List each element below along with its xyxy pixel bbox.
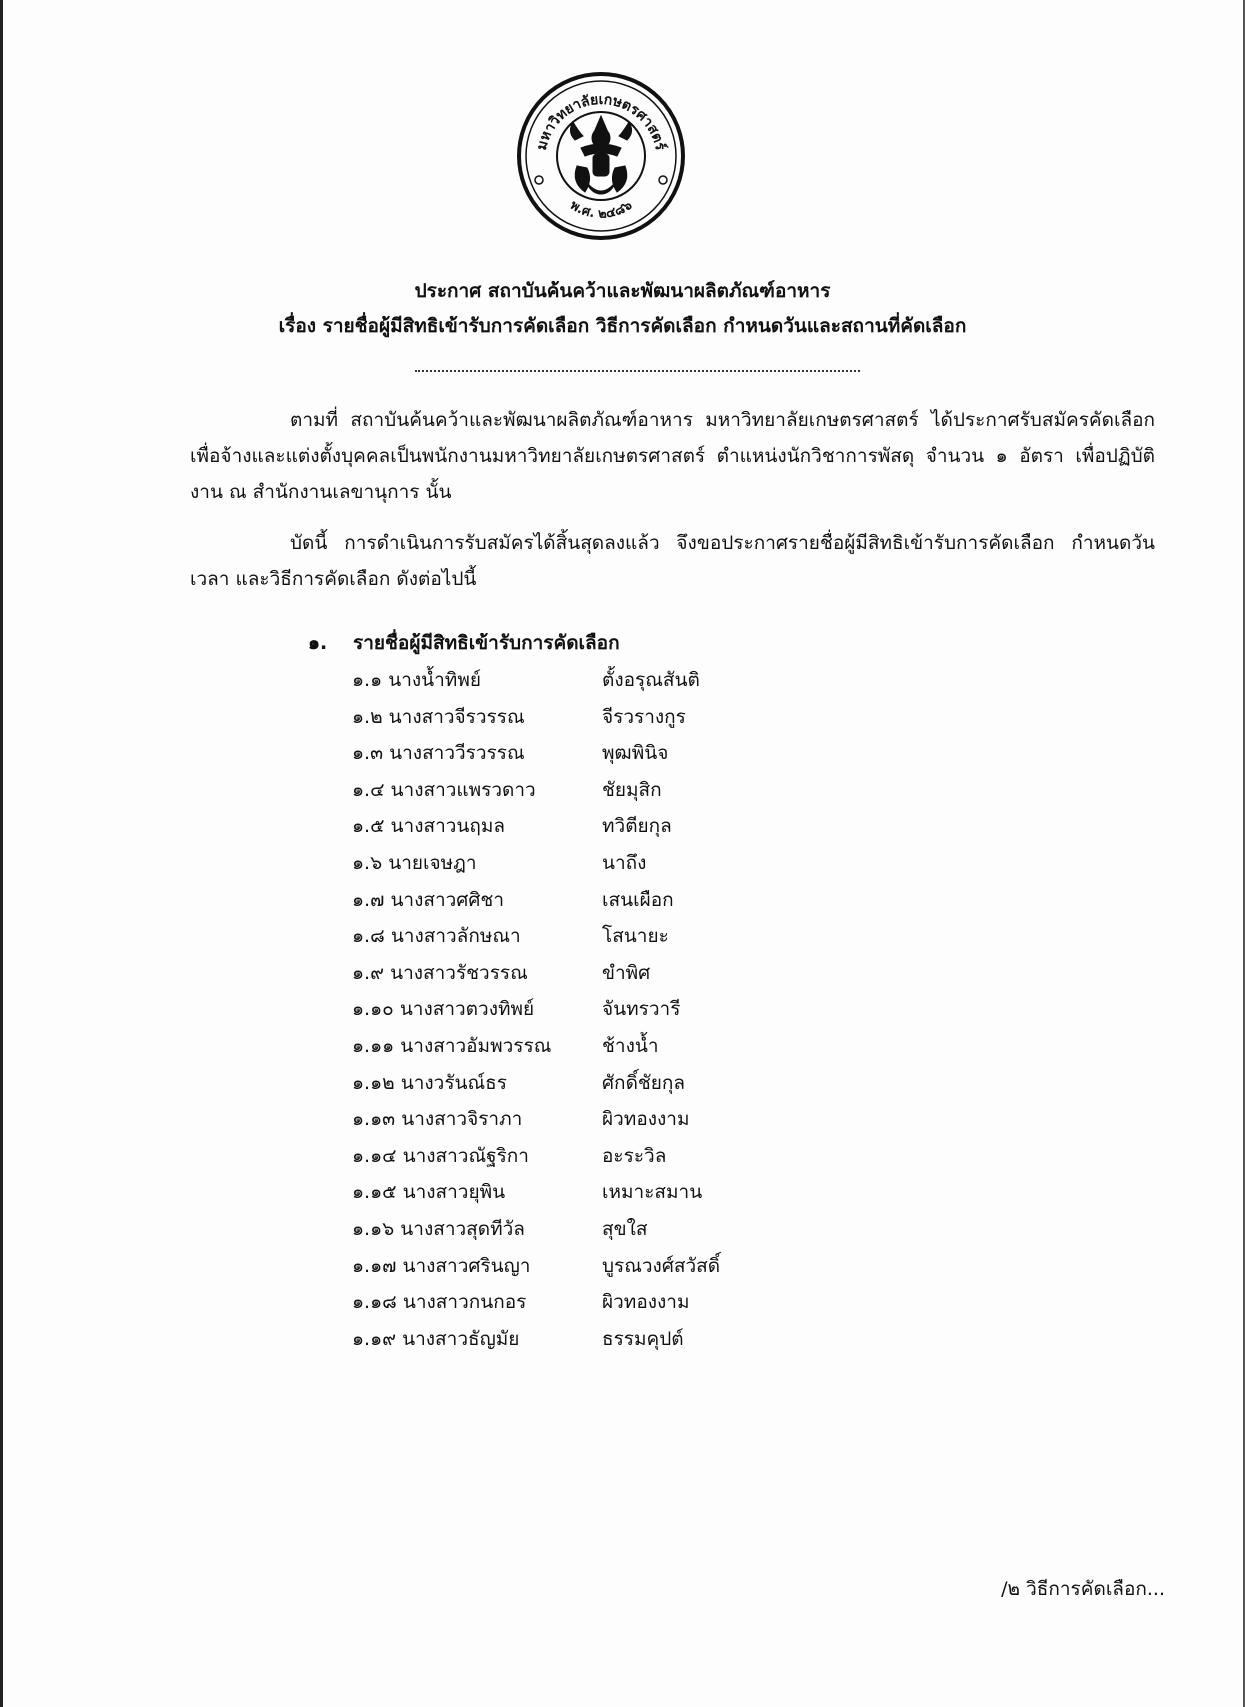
candidate-name: นางน้ำทิพย์ xyxy=(388,669,481,691)
candidate-number: ๑.๕ xyxy=(352,815,385,838)
candidate-name: นางสาวยุพิน xyxy=(402,1181,506,1204)
candidate-number-and-name xyxy=(352,772,602,809)
candidate-number: ๑.๘ xyxy=(352,925,385,948)
candidate-surname: ช้างน้ำ xyxy=(602,1034,659,1057)
candidate-name: นางสาวรัชวรรณ xyxy=(390,961,528,984)
candidate-number: ๑.๑๕ xyxy=(352,1181,397,1204)
candidate-number-and-name xyxy=(352,808,602,845)
candidate-number: ๑.๔ xyxy=(352,778,385,801)
candidate-number: ๑.๓ xyxy=(352,742,384,765)
candidate-number-and-name xyxy=(352,1028,602,1065)
candidate-number-and-name xyxy=(352,1138,602,1175)
candidate-number: ๑.๑๒ xyxy=(352,1071,395,1094)
announcement-title: ประกาศ สถาบันค้นคว้าและพัฒนาผลิตภัณฑ์อาหาร xyxy=(414,280,831,302)
candidate-name: นางสาวสุดทีวัล xyxy=(400,1217,525,1240)
candidate-name: นางสาวนฤมล xyxy=(390,815,506,838)
candidate-number-and-name xyxy=(352,1174,602,1211)
candidate-surname: ผิวทองงาม xyxy=(602,1108,690,1131)
candidate-number: ๑.๑๗ xyxy=(352,1254,397,1277)
list-item xyxy=(352,991,720,1028)
candidate-surname: เหมาะสมาน xyxy=(602,1181,703,1204)
list-item xyxy=(352,1211,720,1248)
candidate-list xyxy=(352,662,720,1357)
candidate-number: ๑.๑ xyxy=(352,669,383,691)
list-item xyxy=(352,1028,720,1065)
candidate-number-and-name xyxy=(352,918,602,955)
seal-text-top: มหาวิทยาลัยเกษตรศาสตร์ xyxy=(533,91,669,152)
scan-edge-left xyxy=(0,0,3,1707)
candidate-surname: จีรวรางกูร xyxy=(602,705,686,728)
list-item xyxy=(352,1138,720,1175)
list-item xyxy=(352,1248,720,1285)
candidate-number-and-name xyxy=(352,1284,602,1321)
candidate-name: นางสาวกนกอร xyxy=(402,1291,527,1314)
seal-emblem-icon xyxy=(570,116,631,194)
list-item xyxy=(352,1101,720,1138)
candidate-name: นางสาววีรวรรณ xyxy=(389,742,525,765)
candidate-number: ๑.๙ xyxy=(352,961,385,984)
candidate-name: นางสาวตวงทิพย์ xyxy=(399,998,535,1021)
candidate-number: ๑.๑๑ xyxy=(352,1034,395,1057)
candidate-name: นางสาวอัมพวรรณ xyxy=(400,1034,552,1057)
candidate-number-and-name xyxy=(352,662,602,699)
body-paragraph-2 xyxy=(190,525,1155,597)
candidate-surname: สุขใส xyxy=(602,1217,648,1240)
candidate-number: ๑.๑๐ xyxy=(352,998,394,1021)
candidate-surname: ผิวทองงาม xyxy=(602,1291,690,1314)
list-item xyxy=(352,882,720,919)
candidate-name: นางวรันณ์ธร xyxy=(400,1071,507,1094)
university-seal xyxy=(515,70,687,242)
candidate-surname: จันทรวารี xyxy=(602,998,681,1021)
section-1-number: ๑. xyxy=(308,632,328,654)
candidate-number-and-name xyxy=(352,699,602,736)
list-item xyxy=(352,955,720,992)
candidate-surname: บูรณวงศ์สวัสดิ์ xyxy=(602,1254,721,1277)
candidate-name: นายเจษฎา xyxy=(388,851,477,874)
candidate-number: ๑.๑๙ xyxy=(352,1327,397,1350)
seal-ornament-icons xyxy=(535,176,667,184)
list-item xyxy=(352,1284,720,1321)
candidate-number: ๑.๑๖ xyxy=(352,1217,395,1240)
candidate-name: นางสาวจิราภา xyxy=(401,1108,523,1131)
page-continuation-note: /๒ วิธีการคัดเลือก... xyxy=(1001,1578,1165,1600)
section-1-heading xyxy=(308,627,620,659)
candidate-number-and-name xyxy=(352,1211,602,1248)
candidate-number-and-name xyxy=(352,845,602,882)
paragraph-2-text: บัดนี้ การดำเนินการรับสมัครได้สิ้นสุดลงแล้ว จึงขอประกาศรายชื่อผู้มีสิทธิเข้ารับการคัดเลือก กำหนดวัน เวลา และวิธีการคัดเลือก ดังต่อไปนี้ xyxy=(190,532,1155,590)
list-item xyxy=(352,1321,720,1358)
list-item xyxy=(352,662,720,699)
candidate-name: นางสาวจีรวรรณ xyxy=(388,705,525,728)
list-item xyxy=(352,735,720,772)
list-item xyxy=(352,918,720,955)
candidate-number: ๑.๗ xyxy=(352,888,385,911)
candidate-number: ๑.๖ xyxy=(352,851,383,874)
candidate-number-and-name xyxy=(352,882,602,919)
candidate-number-and-name xyxy=(352,735,602,772)
candidate-name: นางสาวลักษณา xyxy=(390,925,521,948)
list-item xyxy=(352,699,720,736)
body-paragraph-1 xyxy=(190,402,1155,510)
paragraph-1-text: ตามที่ สถาบันค้นคว้าและพัฒนาผลิตภัณฑ์อาหาร มหาวิทยาลัยเกษตรศาสตร์ ได้ประกาศรับสมัครคัดเลือกเพื่อจ้างและแต่งตั้งบุคคลเป็นพนักงานมหาวิทยาลัยเกษตรศาสตร์ ตำแหน่งนักวิชาการพัสดุ จำนวน ๑ อัตรา เพื่อปฏิบัติงาน ณ สำนักงานเลขานุการ นั้น xyxy=(190,409,1155,503)
candidate-surname: นาถึง xyxy=(602,851,647,874)
section-1-title: รายชื่อผู้มีสิทธิเข้ารับการคัดเลือก xyxy=(353,632,620,654)
candidate-surname: ชัยมุสิก xyxy=(602,778,662,801)
candidate-surname: พุฒพินิจ xyxy=(602,742,669,765)
candidate-surname: อะระวิล xyxy=(602,1144,667,1167)
seal-text-bottom: พ.ศ. ๒๔๘๖ xyxy=(567,197,635,222)
candidate-surname: ธรรมคุปต์ xyxy=(602,1327,684,1350)
candidate-name: นางสาวศรินญา xyxy=(402,1254,531,1277)
candidate-number: ๑.๒ xyxy=(352,705,383,728)
title-divider xyxy=(415,370,860,372)
list-item xyxy=(352,1174,720,1211)
candidate-surname: ศักดิ์ชัยกุล xyxy=(602,1071,686,1094)
candidate-name: นางสาวศศิชา xyxy=(390,888,504,911)
candidate-surname: เสนเผือก xyxy=(602,888,674,911)
candidate-number: ๑.๑๔ xyxy=(352,1144,397,1167)
candidate-surname: ทวิตียกุล xyxy=(602,815,672,838)
candidate-number-and-name xyxy=(352,1248,602,1285)
list-item xyxy=(352,1065,720,1102)
candidate-surname: ขำพิศ xyxy=(602,961,651,984)
candidate-surname: ตั้งอรุณสันติ xyxy=(602,669,700,691)
candidate-number: ๑.๑๓ xyxy=(352,1108,396,1131)
candidate-number-and-name xyxy=(352,1321,602,1358)
candidate-number-and-name xyxy=(352,1101,602,1138)
list-item xyxy=(352,845,720,882)
candidate-surname: โสนายะ xyxy=(602,925,669,948)
candidate-name: นางสาวธัญมัย xyxy=(402,1327,520,1350)
candidate-number: ๑.๑๘ xyxy=(352,1291,397,1314)
list-item xyxy=(352,808,720,845)
candidate-name: นางสาวแพรวดาว xyxy=(390,778,536,801)
list-item xyxy=(352,772,720,809)
candidate-number-and-name xyxy=(352,991,602,1028)
candidate-name: นางสาวณัฐริกา xyxy=(402,1144,529,1167)
candidate-number-and-name xyxy=(352,1065,602,1102)
announcement-subject: เรื่อง รายชื่อผู้มีสิทธิเข้ารับการคัดเลือก วิธีการคัดเลือก กำหนดวันและสถานที่คัดเลือก xyxy=(278,315,967,337)
candidate-number-and-name xyxy=(352,955,602,992)
